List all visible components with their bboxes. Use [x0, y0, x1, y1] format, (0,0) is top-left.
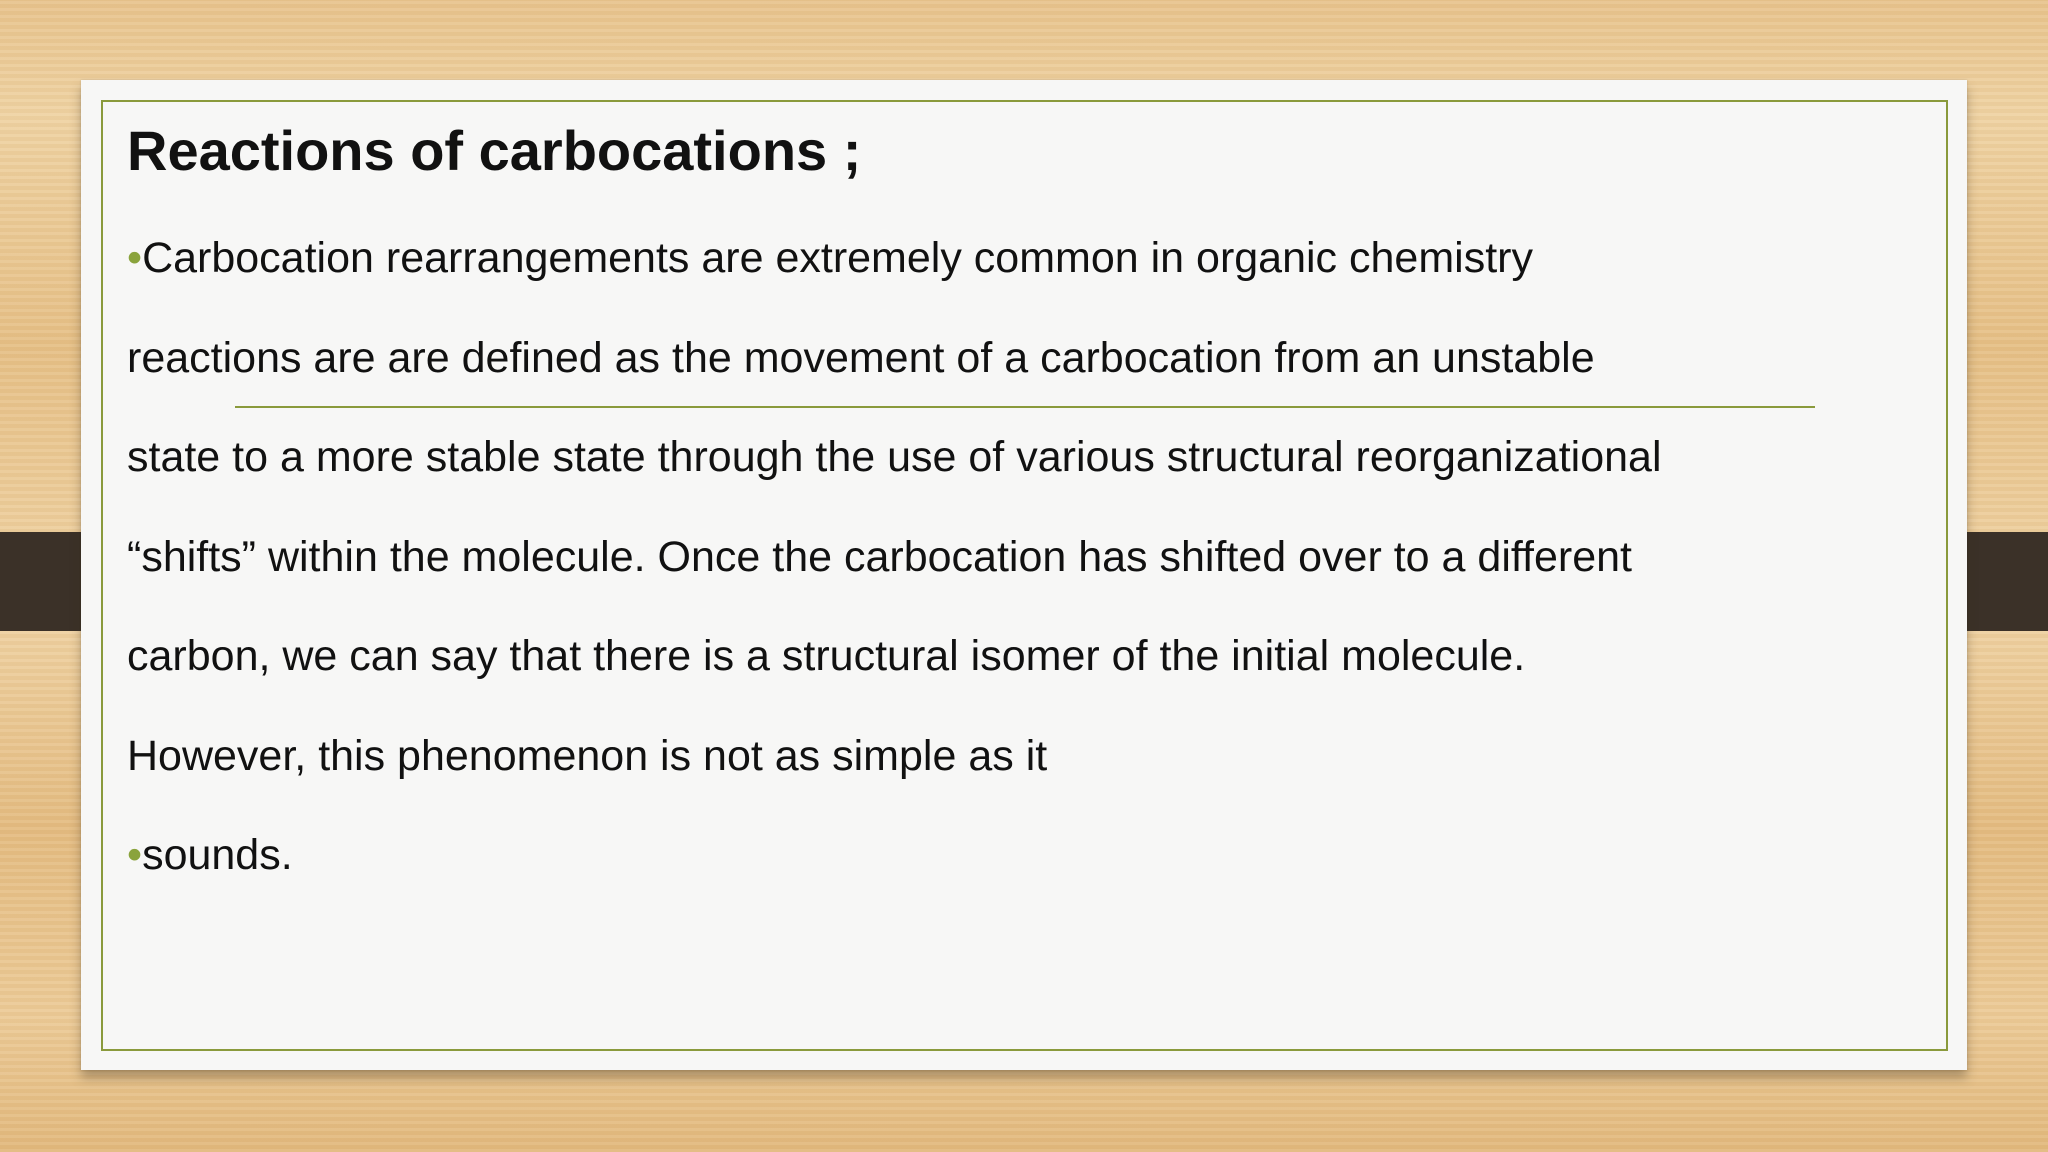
- paragraph-line-5: carbon, we can say that there is a structural isomer of the initial molecule.: [127, 632, 1526, 680]
- paragraph-line-4: “shifts” within the molecule. Once the carbocation has shifted over to a different: [127, 533, 1632, 581]
- line-text: sounds.: [142, 831, 293, 879]
- paragraph-line-3: state to a more stable state through the use of various structural reorganizational: [127, 433, 1662, 481]
- paragraph-line-7: [127, 831, 293, 880]
- line-text: Carbocation rearrangements are extremely common in organic chemistry: [142, 234, 1533, 282]
- slide-title: Reactions of carbocations ;: [127, 119, 862, 182]
- paragraph-line-2: reactions are are defined as the movement of a carbocation from an unstable: [127, 334, 1595, 382]
- accent-rule: [235, 406, 1815, 408]
- bullet-icon: •: [127, 234, 143, 282]
- paragraph-line-6: However, this phenomenon is not as simple as it: [127, 732, 1048, 780]
- bullet-icon: •: [127, 831, 143, 879]
- paragraph-line-1: [127, 234, 1533, 283]
